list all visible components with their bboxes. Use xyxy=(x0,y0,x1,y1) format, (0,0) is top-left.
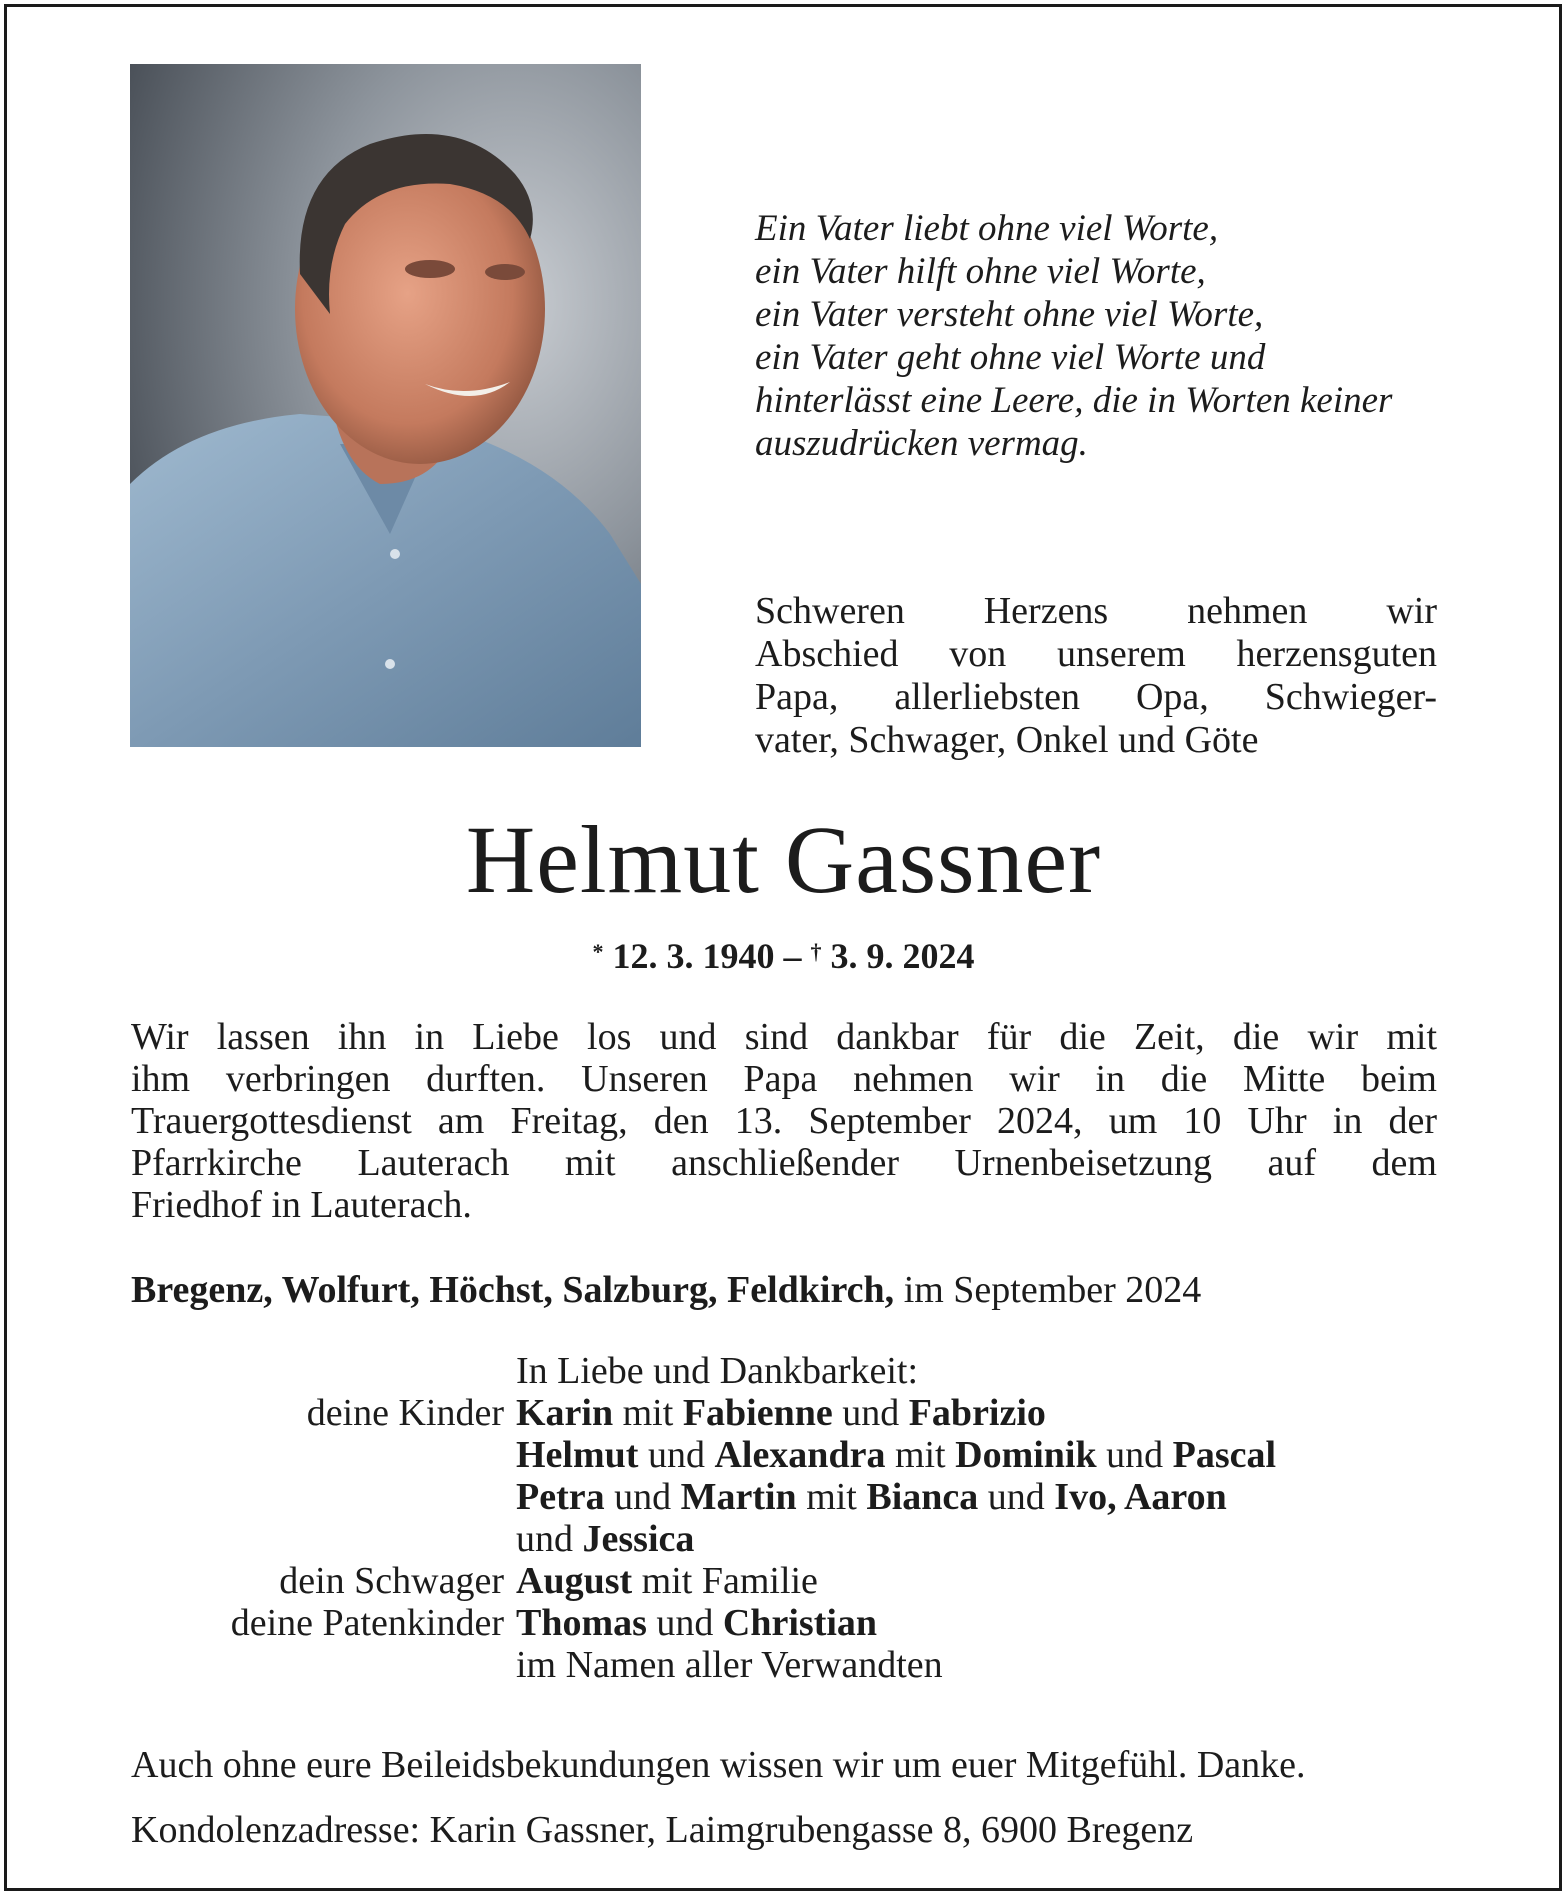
relation-label: dein Schwager xyxy=(279,1560,504,1602)
relative-name: Fabienne xyxy=(682,1392,833,1434)
connector-text: mit xyxy=(613,1392,683,1434)
relation-label xyxy=(131,1434,516,1476)
closing-line: Auch ohne eure Beileidsbekundungen wissen wir um euer Mitgefühl. Danke. xyxy=(131,1744,1306,1786)
poem-line: hinterlässt eine Leere, die in Worten keiner xyxy=(755,380,1393,421)
death-date: 3. 9. 2024 xyxy=(830,936,975,976)
towns: Bregenz, Wolfurt, Höchst, Salzburg, Feldkirch, xyxy=(131,1269,895,1311)
birth-date: 12. 3. 1940 xyxy=(612,936,775,976)
connector-text: und xyxy=(516,1518,583,1560)
portrait-photo xyxy=(130,64,641,747)
intro-line: vater, Schwager, Onkel und Göte xyxy=(755,719,1259,761)
intro-text xyxy=(755,590,1437,762)
connector-text: im Namen aller Verwandten xyxy=(516,1644,943,1686)
relative-name: Alexandra xyxy=(714,1434,886,1476)
relative-name: Thomas xyxy=(516,1602,647,1644)
connector-text: und xyxy=(1096,1434,1173,1476)
relatives-names xyxy=(516,1392,1451,1434)
connector-text: und xyxy=(832,1392,909,1434)
life-dates xyxy=(0,935,1567,977)
relative-name: Petra xyxy=(516,1476,605,1518)
relative-name: Jessica xyxy=(582,1518,695,1560)
relative-name: Karin xyxy=(516,1392,614,1434)
death-mark: † xyxy=(810,939,822,964)
announcement-line: Pfarrkirche Lauterach mit anschließender Urnenbeisetzung auf dem xyxy=(131,1142,1437,1184)
relatives-names xyxy=(516,1434,1451,1476)
signature-header-row xyxy=(131,1350,1451,1392)
relation-label: deine Kinder xyxy=(306,1392,504,1434)
relation-label xyxy=(131,1518,516,1560)
relatives-names xyxy=(516,1644,1451,1686)
connector-text: mit xyxy=(796,1476,867,1518)
relation-label xyxy=(131,1644,516,1686)
connector-text: mit xyxy=(885,1434,956,1476)
announcement-line: ihm verbringen durften. Unseren Papa nehmen wir in die Mitte beim xyxy=(131,1058,1437,1100)
relative-name: Christian xyxy=(722,1602,878,1644)
poem-line: ein Vater geht ohne viel Worte und xyxy=(755,337,1266,378)
relatives-names xyxy=(516,1560,1451,1602)
intro-line: Papa, allerliebsten Opa, Schwieger- xyxy=(755,676,1437,718)
poem-line: Ein Vater liebt ohne viel Worte, xyxy=(755,208,1219,249)
relation-label: deine Patenkinder xyxy=(230,1602,504,1644)
intro-line: Abschied von unserem herzensguten xyxy=(755,633,1437,675)
signature-header: In Liebe und Dankbarkeit: xyxy=(516,1350,919,1392)
relative-name: Dominik xyxy=(955,1434,1097,1476)
relative-name: Martin xyxy=(680,1476,797,1518)
poem xyxy=(755,207,1475,465)
connector-text: und xyxy=(978,1476,1055,1518)
signature-row xyxy=(131,1602,1451,1644)
signature-row xyxy=(131,1560,1451,1602)
connector-text: mit Familie xyxy=(632,1560,818,1602)
announcement-line: Wir lassen ihn in Liebe los und sind dankbar für die Zeit, die wir mit xyxy=(131,1016,1437,1058)
date-separator: – xyxy=(783,936,802,976)
signature-row xyxy=(131,1476,1451,1518)
relative-name: Helmut xyxy=(516,1434,639,1476)
connector-text: und xyxy=(646,1602,723,1644)
relative-name: Fabrizio xyxy=(908,1392,1046,1434)
relative-name: Pascal xyxy=(1172,1434,1277,1476)
relatives-names xyxy=(516,1602,1451,1644)
signature-row xyxy=(131,1518,1451,1560)
relatives-names xyxy=(516,1476,1451,1518)
signature-block xyxy=(131,1350,1451,1686)
relative-name: Bianca xyxy=(866,1476,979,1518)
signature-row xyxy=(131,1392,1451,1434)
poem-line: auszudrücken vermag. xyxy=(755,423,1088,464)
deceased-name: Helmut Gassner xyxy=(465,806,1102,913)
connector-text: und xyxy=(638,1434,715,1476)
place-and-date xyxy=(131,1268,1451,1312)
announcement-line: Friedhof in Lauterach. xyxy=(131,1184,472,1226)
announcement-line: Trauergottesdienst am Freitag, den 13. September 2024, um 10 Uhr in der xyxy=(131,1100,1437,1142)
intro-line: Schweren Herzens nehmen wir xyxy=(755,590,1437,632)
poem-line: ein Vater hilft ohne viel Worte, xyxy=(755,251,1206,292)
relation-label xyxy=(131,1476,516,1518)
poem-line: ein Vater versteht ohne viel Worte, xyxy=(755,294,1264,335)
condolence-address: Kondolenzadresse: Karin Gassner, Laimgrubengasse 8, 6900 Bregenz xyxy=(131,1809,1194,1851)
signature-row xyxy=(131,1644,1451,1686)
month-year: im September 2024 xyxy=(903,1269,1202,1311)
signature-row xyxy=(131,1434,1451,1476)
announcement-text xyxy=(131,1016,1437,1226)
relative-name: August xyxy=(516,1560,633,1602)
birth-mark: * xyxy=(592,939,604,964)
relatives-names xyxy=(516,1518,1451,1560)
portrait-illustration xyxy=(130,64,641,747)
relative-name: Ivo, Aaron xyxy=(1054,1476,1227,1518)
connector-text: und xyxy=(604,1476,681,1518)
